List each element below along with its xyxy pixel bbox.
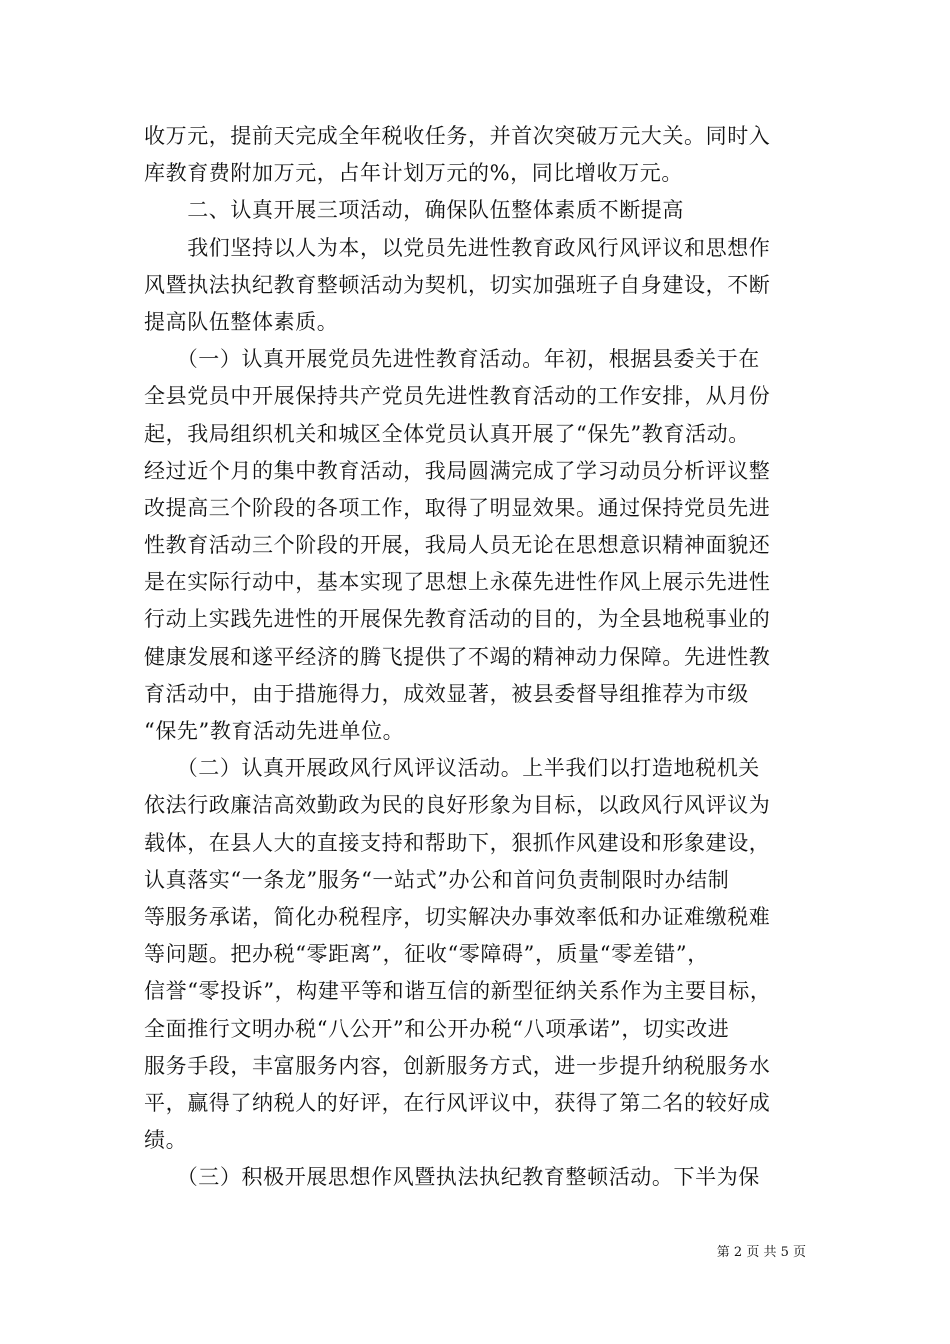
page-number: 第 2 页 共 5 页 xyxy=(716,1245,806,1260)
text-line: 载体，在县人大的直接支持和帮助下，狠抓作风建设和形象建设， xyxy=(144,830,771,855)
text-line: 收万元，提前天完成全年税收任务，并首次突破万元大关。同时入 xyxy=(144,124,771,148)
section-heading: 二、认真开展三项活动，确保队伍整体素质不断提高 xyxy=(144,198,684,223)
text-line: 改提高三个阶段的各项工作，取得了明显效果。通过保持党员先进 xyxy=(144,495,771,520)
text-line: 信誉“零投诉”，构建平等和谐互信的新型征纳关系作为主要目标， xyxy=(144,979,772,1004)
text-line: 服务手段，丰富服务内容，创新服务方式，进一步提升纳税服务水 xyxy=(144,1053,771,1078)
text-line: 等服务承诺，简化办税程序，切实解决办事效率低和办证难缴税难 xyxy=(144,904,771,929)
document-body xyxy=(144,118,808,1196)
text-line: （二）认真开展政风行风评议活动。上半我们以打造地税机关 xyxy=(144,756,760,781)
text-line: 依法行政廉洁高效勤政为民的良好形象为目标，以政风行风评议为 xyxy=(144,793,771,818)
text-line: “保先”教育活动先进单位。 xyxy=(144,719,405,743)
text-line: （三）积极开展思想作风暨执法执纪教育整顿活动。下半为保 xyxy=(144,1165,760,1190)
text-line: 起，我局组织机关和城区全体党员认真开展了“保先”教育活动。 xyxy=(144,421,750,446)
text-line: 认真落实“一条龙”服务“一站式”办公和首问负责制限时办结制 xyxy=(144,867,730,892)
text-line: 行动上实践先进性的开展保先教育活动的目的，为全县地税事业的 xyxy=(144,607,771,632)
text-line: 库教育费附加万元，占年计划万元的%，同比增收万元。 xyxy=(144,161,683,186)
text-line: （一）认真开展党员先进性教育活动。年初，根据县委关于在 xyxy=(144,347,760,372)
text-line: 健康发展和遂平经济的腾飞提供了不竭的精神动力保障。先进性教 xyxy=(144,644,771,669)
text-line: 全县党员中开展保持共产党员先进性教育活动的工作安排，从月份 xyxy=(144,384,771,409)
text-line: 我们坚持以人为本，以党员先进性教育政风行风评议和思想作 xyxy=(144,235,771,260)
text-line: 性教育活动三个阶段的开展，我局人员无论在思想意识精神面貌还 xyxy=(144,533,771,558)
text-line: 全面推行文明办税“八公开”和公开办税“八项承诺”，切实改进 xyxy=(144,1016,730,1041)
text-line: 育活动中，由于措施得力，成效显著，被县委督导组推荐为市级 xyxy=(144,681,749,706)
text-line: 等问题。把办税“零距离”，征收“零障碍”，质量“零差错”， xyxy=(144,942,709,967)
text-line: 绩。 xyxy=(144,1128,188,1153)
text-line: 是在实际行动中，基本实现了思想上永葆先进性作风上展示先进性 xyxy=(144,570,771,595)
text-line: 提高队伍整体素质。 xyxy=(144,309,339,334)
text-line: 风暨执法执纪教育整顿活动为契机，切实加强班子自身建设，不断 xyxy=(144,272,771,297)
text-line: 平，赢得了纳税人的好评，在行风评议中，获得了第二名的较好成 xyxy=(144,1090,771,1115)
text-line: 经过近个月的集中教育活动，我局圆满完成了学习动员分析评议整 xyxy=(144,458,771,483)
